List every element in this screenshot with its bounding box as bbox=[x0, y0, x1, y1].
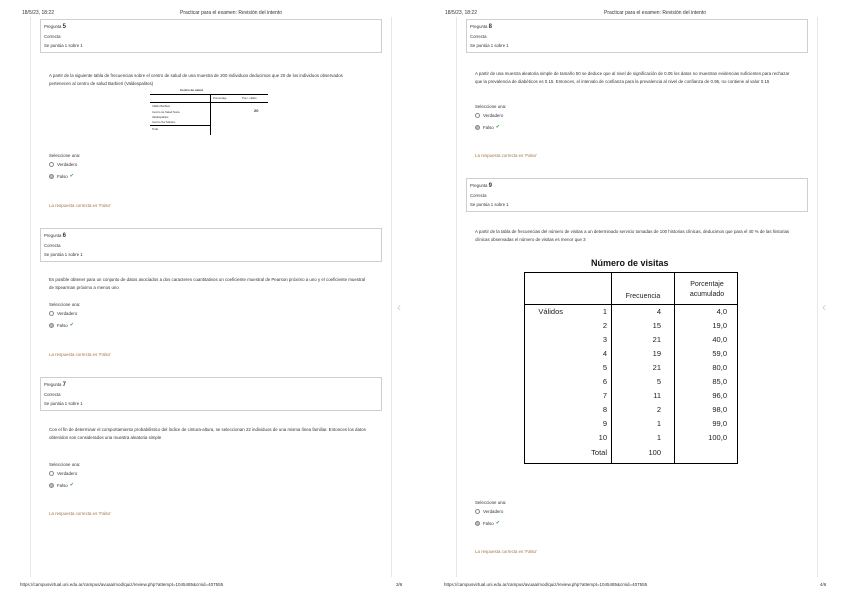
question-score: Se puntúa 1 sobre 1 bbox=[470, 202, 509, 207]
row-frequency: 21 bbox=[652, 363, 661, 372]
option-true[interactable] bbox=[475, 113, 503, 118]
mini-row: Centro de Salud Norte bbox=[152, 110, 180, 114]
question-label: Pregunta bbox=[470, 24, 488, 29]
option-true[interactable] bbox=[49, 471, 77, 476]
select-label: Seleccione una: bbox=[475, 104, 507, 109]
option-label: Verdadero bbox=[57, 471, 78, 476]
chevron-left-icon[interactable]: ‹ bbox=[397, 300, 401, 314]
option-label: Verdadero bbox=[483, 113, 504, 118]
radio-icon bbox=[475, 509, 480, 514]
correct-answer: La respuesta correcta es 'Falso' bbox=[475, 153, 537, 158]
select-label: Seleccione una: bbox=[49, 153, 81, 158]
question-info-9 bbox=[466, 178, 808, 212]
radio-icon bbox=[475, 113, 480, 118]
row-frequency: 1 bbox=[656, 419, 661, 428]
mini-mark: 20 bbox=[254, 108, 259, 113]
row-frequency: 19 bbox=[652, 349, 661, 358]
check-icon: ✔ bbox=[495, 520, 500, 526]
table-vline bbox=[611, 273, 612, 463]
question-text-6: Es posible obtener para un conjunto de datos asociados a dos caracteres cuantitativos un coeficiente muestral de Pearson próximo a uno y el coeficiente muestral de Spearman próximo a menos uno bbox=[49, 277, 366, 290]
chevron-left-icon[interactable]: ‹ bbox=[822, 300, 826, 314]
row-percent: 100,0 bbox=[708, 433, 727, 442]
question-number: 5 bbox=[62, 24, 66, 30]
option-label: Falso bbox=[57, 322, 68, 328]
mini-table-grid bbox=[150, 94, 268, 134]
row-key: 1 bbox=[602, 307, 607, 316]
header-date: 18/5/23, 18:22 bbox=[22, 10, 54, 16]
option-true[interactable] bbox=[49, 311, 77, 316]
row-key: 4 bbox=[602, 349, 607, 358]
row-percent: 59,0 bbox=[712, 349, 727, 358]
row-percent: 96,0 bbox=[712, 391, 727, 400]
question-score: Se puntúa 1 sobre 1 bbox=[44, 401, 83, 406]
question-label: Pregunta bbox=[44, 382, 62, 387]
header-title: Practicar para el examen: Revisión del intento bbox=[604, 10, 706, 16]
option-true[interactable] bbox=[49, 162, 77, 167]
option-label: Verdadero bbox=[57, 311, 78, 316]
frequency-table-image bbox=[150, 88, 268, 134]
option-true[interactable] bbox=[475, 509, 503, 514]
radio-checked-icon bbox=[49, 483, 54, 488]
question-status: Correcta bbox=[44, 392, 61, 397]
footer-page-number: 4/6 bbox=[820, 582, 827, 587]
total-frequency: 100 bbox=[648, 448, 661, 457]
question-text-5: A partir de la siguiente tabla de frecuencias sobre el centro de salud de una muestra de 200 individuos deducimos que 20 de los individuos observados pertenecen al centro de salud Barbieri (Valdespalitos) bbox=[49, 73, 343, 86]
option-false[interactable] bbox=[49, 482, 74, 488]
row-frequency: 2 bbox=[656, 405, 661, 414]
mini-col-2: Porc. válido bbox=[242, 96, 257, 100]
mini-row: Válido Barbieri bbox=[152, 104, 171, 108]
question-text-7: Con el fin de determinar el comportamiento probabilístico del índice de cintura-altura, se seleccionan 22 individuos de una misma línea familiar. Entonces los datos obtenidos son considerados una muestra aleatoria simple bbox=[49, 427, 366, 440]
question-status: Correcta bbox=[470, 34, 487, 39]
question-score: Se puntúa 1 sobre 1 bbox=[470, 43, 509, 48]
question-label: Pregunta bbox=[44, 233, 62, 238]
row-key: 5 bbox=[602, 363, 607, 372]
row-frequency: 15 bbox=[652, 321, 661, 330]
total-label: Total bbox=[591, 448, 607, 457]
question-info-8 bbox=[466, 19, 808, 53]
footer-url: https://campusvirtual.uni.edu.ar/campus/avuaa/mod/quiz/review.php?attempt=1045485&cmid=407555 bbox=[444, 582, 648, 587]
mini-row: Centro Sur Médico bbox=[152, 120, 176, 124]
question-score: Se puntúa 1 sobre 1 bbox=[44, 43, 83, 48]
mini-table-vline bbox=[210, 95, 211, 135]
select-label: Seleccione una: bbox=[475, 500, 507, 505]
footer-page-number: 3/6 bbox=[396, 582, 403, 587]
row-percent: 19,0 bbox=[712, 321, 727, 330]
print-page-4 bbox=[424, 0, 848, 599]
option-label: Falso bbox=[483, 520, 494, 526]
option-label: Verdadero bbox=[57, 162, 78, 167]
select-label: Seleccione una: bbox=[49, 462, 81, 467]
check-icon: ✔ bbox=[69, 322, 74, 328]
question-text-9: A partir de la tabla de frecuencias del número de visitas a un determinado servicio tomadas de 100 historias clínicas, deducimos que para el 40 % de las historias clínicas observadas el número de visitas es menor que 3 bbox=[475, 229, 790, 242]
valid-label: Válidos bbox=[538, 307, 563, 316]
row-percent: 85,0 bbox=[712, 377, 727, 386]
mini-table-hline bbox=[150, 102, 268, 103]
header-percent-2: acumulado bbox=[689, 291, 725, 298]
row-key: 7 bbox=[602, 391, 607, 400]
row-key: 6 bbox=[602, 377, 607, 386]
option-false[interactable] bbox=[475, 124, 500, 130]
radio-icon bbox=[49, 311, 54, 316]
question-score: Se puntúa 1 sobre 1 bbox=[44, 252, 83, 257]
option-false[interactable] bbox=[475, 520, 500, 526]
correct-answer: La respuesta correcta es 'Falso' bbox=[475, 549, 537, 554]
header-frequency: Frecuencia bbox=[625, 293, 661, 300]
question-number: 6 bbox=[62, 233, 66, 239]
question-status: Correcta bbox=[44, 34, 61, 39]
footer-url: https://campusvirtual.uni.edu.ar/campus/avuaa/mod/quiz/review.php?attempt=1045485&cmid=407555 bbox=[20, 582, 224, 587]
question-status: Correcta bbox=[44, 243, 61, 248]
question-label: Pregunta bbox=[44, 24, 62, 29]
radio-checked-icon bbox=[475, 125, 480, 130]
row-frequency: 4 bbox=[656, 307, 661, 316]
row-frequency: 5 bbox=[656, 377, 661, 386]
mini-table-title: Centro de salud bbox=[180, 88, 203, 92]
row-frequency: 1 bbox=[656, 433, 661, 442]
question-number: 7 bbox=[62, 382, 66, 388]
row-percent: 80,0 bbox=[712, 363, 727, 372]
option-label: Falso bbox=[483, 124, 494, 130]
row-key: 2 bbox=[602, 321, 607, 330]
mini-row: Total bbox=[152, 127, 158, 131]
header-percent-1: Porcentaje bbox=[690, 281, 724, 288]
question-label: Pregunta bbox=[470, 183, 488, 188]
row-frequency: 11 bbox=[653, 391, 661, 400]
radio-checked-icon bbox=[49, 174, 54, 179]
row-percent: 40,0 bbox=[712, 335, 727, 344]
mini-row: Valdespalitos bbox=[152, 115, 169, 119]
mini-col-1: Porcentaje bbox=[213, 96, 227, 100]
option-label: Falso bbox=[57, 482, 68, 488]
mini-table-hline bbox=[150, 125, 210, 126]
radio-checked-icon bbox=[475, 521, 480, 526]
question-info-6 bbox=[40, 228, 382, 262]
question-text-8: A partir de una muestra aleatoria simple de tamaño 50 se deduce que al nivel de significación de 0.05 los datos no muestran evidencias suficientes para rechazar que la prevalencia de diabéticos es 0.15. Entonces, el intervalo de confianza para la prevalencia al nivel de confianza de 0.95, no contiene al valor 0.15 bbox=[475, 71, 790, 84]
table-hline bbox=[525, 304, 737, 305]
row-key: 3 bbox=[602, 335, 607, 344]
option-false[interactable] bbox=[49, 322, 74, 328]
check-icon: ✔ bbox=[69, 173, 74, 179]
correct-answer: La respuesta correcta es 'Falso' bbox=[49, 203, 111, 208]
visits-table bbox=[524, 272, 738, 464]
check-icon: ✔ bbox=[495, 124, 500, 130]
row-percent: 99,0 bbox=[712, 419, 727, 428]
header-date: 18/5/23, 18:22 bbox=[445, 10, 477, 16]
visits-table-title: Número de visitas bbox=[591, 258, 669, 268]
check-icon: ✔ bbox=[69, 482, 74, 488]
radio-icon bbox=[49, 162, 54, 167]
question-info-5 bbox=[40, 19, 382, 53]
header-title: Practicar para el examen: Revisión del intento bbox=[180, 10, 282, 16]
row-percent: 98,0 bbox=[712, 405, 727, 414]
radio-icon bbox=[49, 471, 54, 476]
radio-checked-icon bbox=[49, 323, 54, 328]
row-key: 8 bbox=[602, 405, 607, 414]
row-frequency: 21 bbox=[652, 335, 661, 344]
row-percent: 4,0 bbox=[716, 307, 727, 316]
row-key: 9 bbox=[602, 419, 607, 428]
select-label: Seleccione una: bbox=[49, 302, 81, 307]
option-label: Falso bbox=[57, 173, 68, 179]
option-label: Verdadero bbox=[483, 509, 504, 514]
question-number: 9 bbox=[488, 183, 492, 189]
question-info-7 bbox=[40, 377, 382, 411]
option-false[interactable] bbox=[49, 173, 74, 179]
question-number: 8 bbox=[488, 24, 492, 30]
question-status: Correcta bbox=[470, 193, 487, 198]
correct-answer: La respuesta correcta es 'Falso' bbox=[49, 352, 111, 357]
row-key: 10 bbox=[598, 433, 607, 442]
correct-answer: La respuesta correcta es 'Falso' bbox=[49, 511, 111, 516]
table-vline bbox=[674, 273, 675, 463]
